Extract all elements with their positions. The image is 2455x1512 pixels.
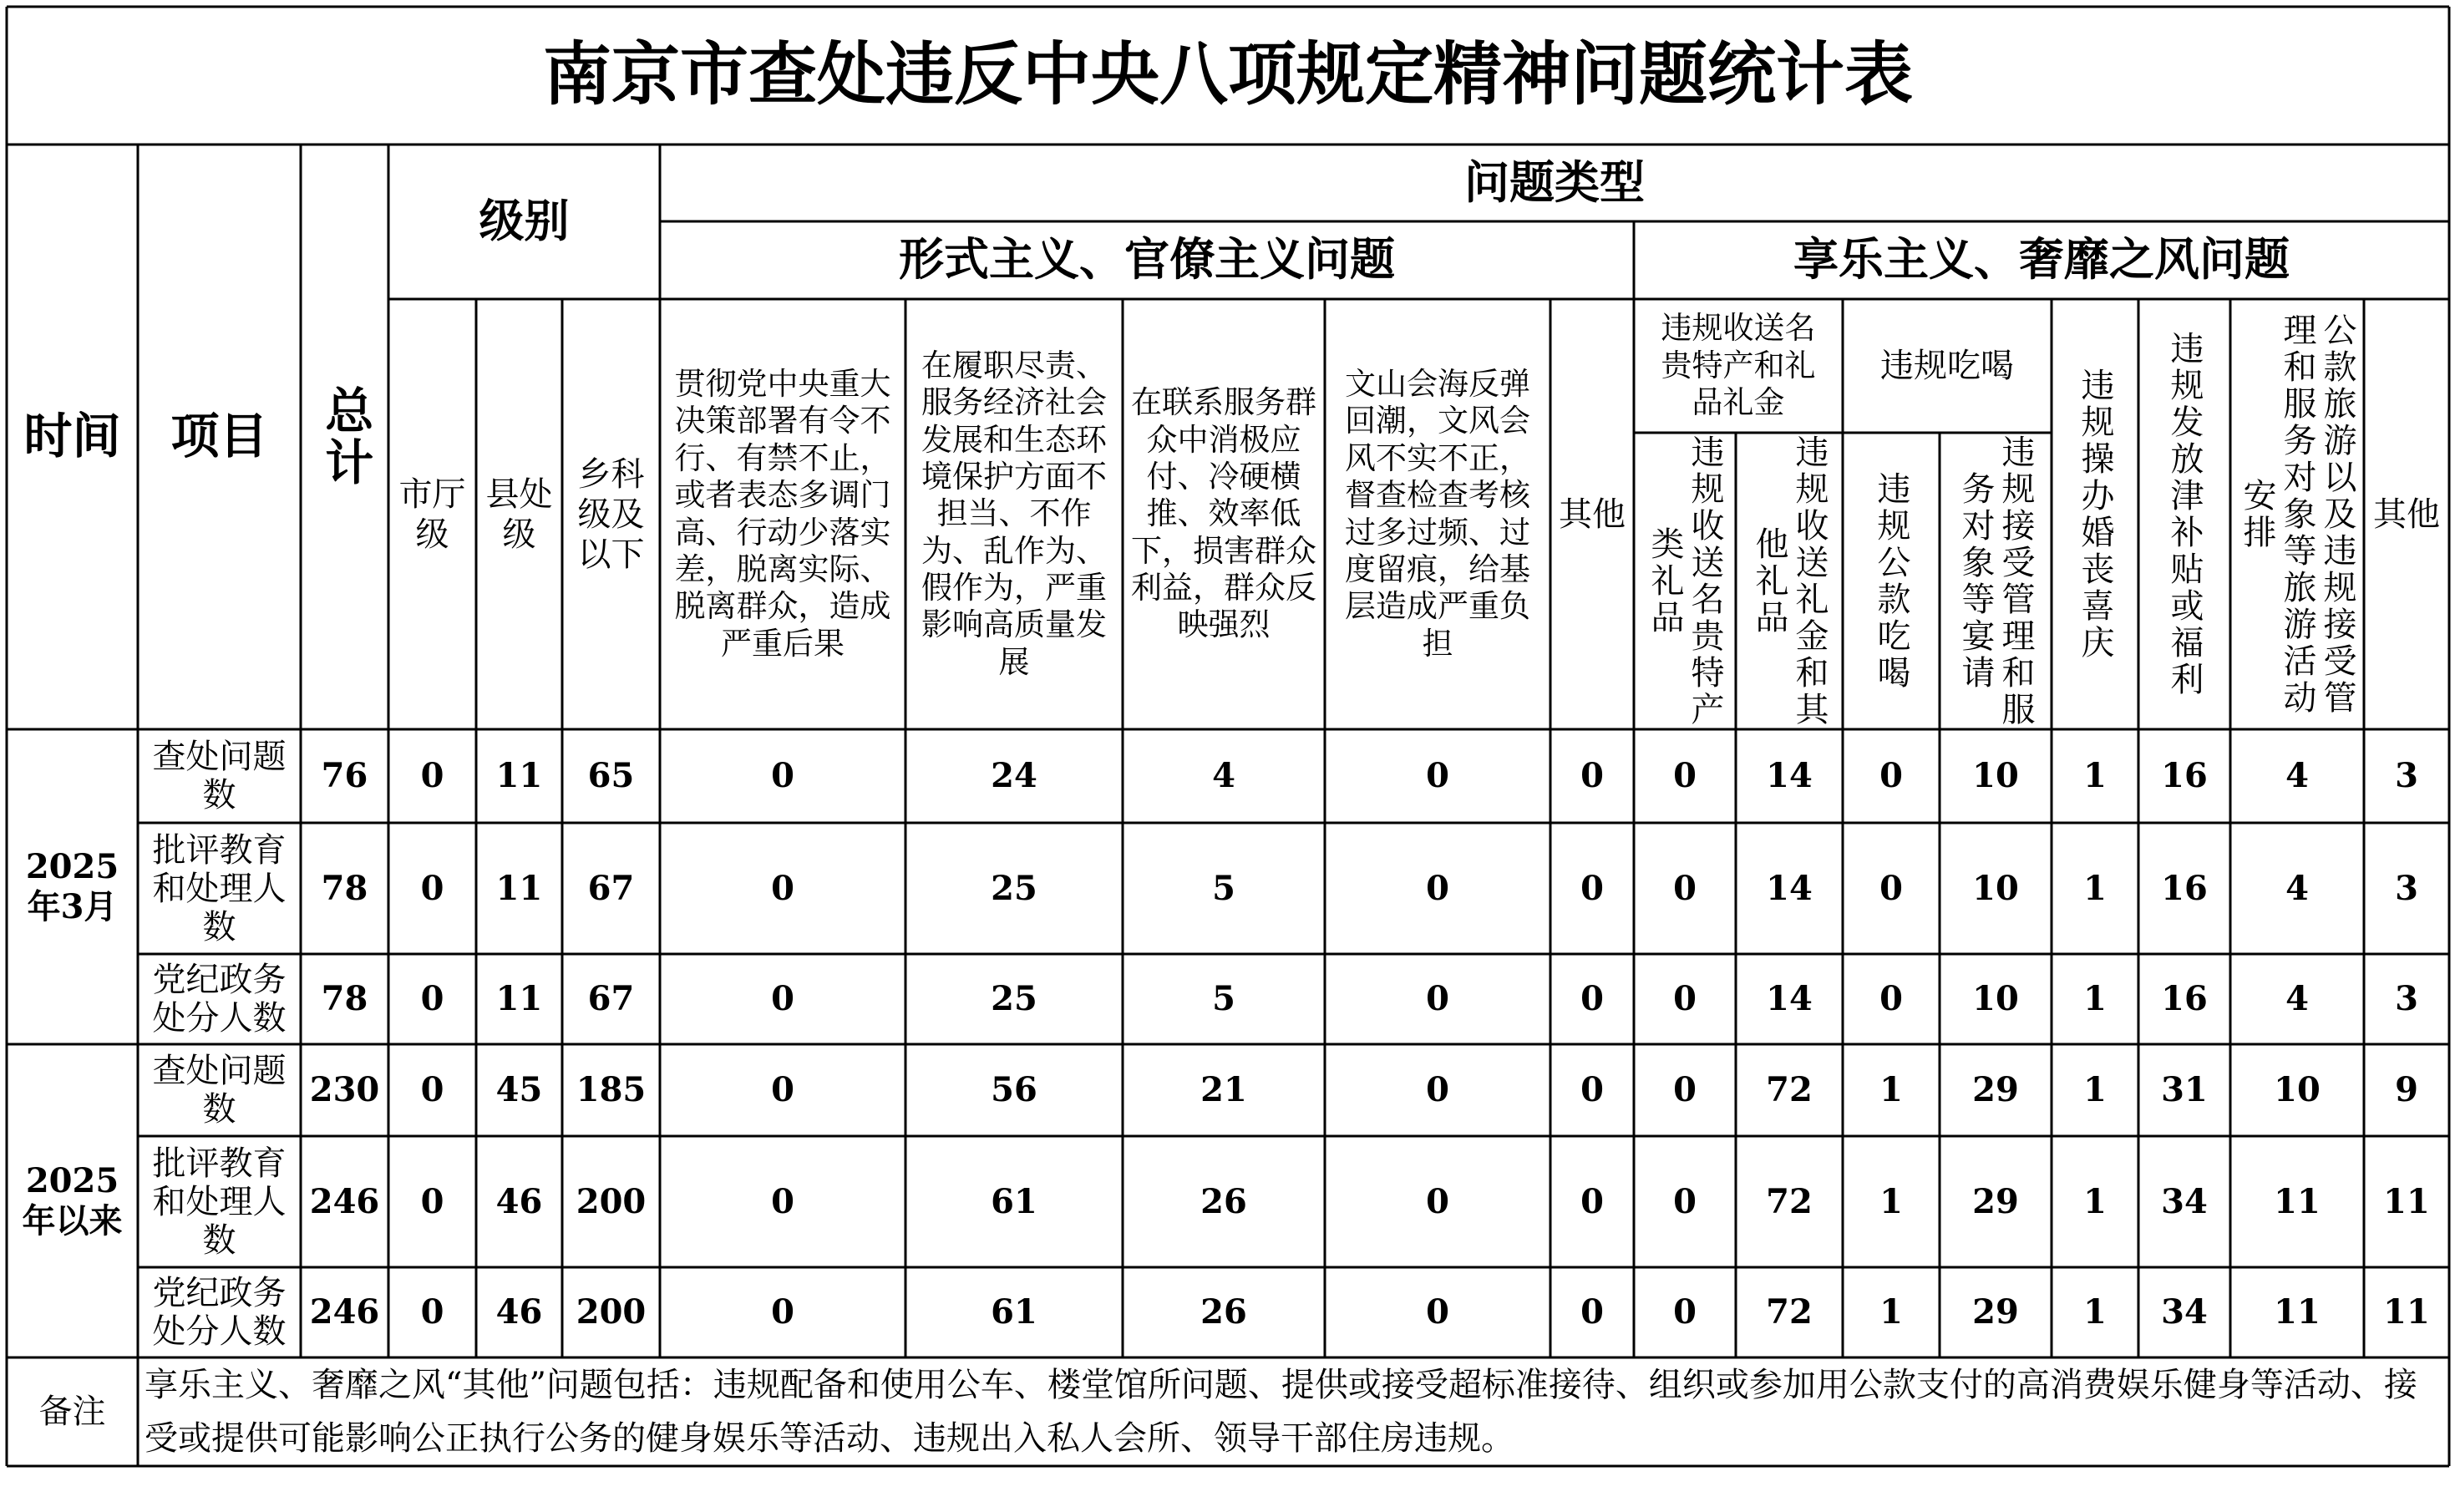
table-cell: 0 xyxy=(1673,1070,1697,1109)
table-cell: 0 xyxy=(1673,1181,1697,1221)
header-problem-type: 问题类型 xyxy=(1464,155,1645,209)
table-cell: 72 xyxy=(1766,1181,1813,1221)
table-cell: 0 xyxy=(1673,756,1697,795)
table-cell: 1 xyxy=(2083,756,2107,795)
table-cell: 1 xyxy=(1879,1181,1903,1221)
header-dine-banquet: 违规接受管理和服务对象等宴请 xyxy=(1956,434,2035,728)
table-cell: 0 xyxy=(1879,756,1903,795)
table-cell: 65 xyxy=(587,756,635,795)
table-cell: 11 xyxy=(495,979,543,1018)
table-cell: 0 xyxy=(1879,868,1903,908)
table-cell: 200 xyxy=(576,1292,647,1332)
table-cell: 26 xyxy=(1200,1181,1247,1221)
table-cell: 67 xyxy=(587,979,635,1018)
table-cell: 31 xyxy=(2161,1070,2208,1109)
table-cell: 10 xyxy=(1972,756,2019,795)
table-cell: 10 xyxy=(1972,868,2019,908)
table-cell: 0 xyxy=(1426,1181,1449,1221)
table-cell: 185 xyxy=(576,1070,647,1109)
table-cell: 1 xyxy=(2083,1070,2107,1109)
table-cell: 3 xyxy=(2395,979,2418,1018)
header-travel: 公款旅游以及违规接受管理和服务对象等旅游活动安排 xyxy=(2238,312,2356,717)
table-cell: 16 xyxy=(2161,756,2208,795)
header-formalism: 形式主义、官僚主义问题 xyxy=(899,233,1395,287)
row-item-label: 查处问题数 xyxy=(152,738,287,814)
header-formalism-decision: 贯彻党中央重大决策部署有令不行、有禁不止，或者表态多调门高、行动少落实差，脱离实际、脱离群众，造成严重后果 xyxy=(674,365,891,662)
table-cell: 45 xyxy=(495,1070,543,1109)
table-cell: 24 xyxy=(991,756,1037,795)
table-cell: 29 xyxy=(1972,1070,2019,1109)
table-cell: 200 xyxy=(576,1181,647,1221)
table-cell: 14 xyxy=(1766,979,1813,1018)
header-gift-money: 违规收送礼金和其他礼品 xyxy=(1750,434,1829,728)
note-text: 享乐主义、奢靡之风“其他”问题包括：违规配备和使用公车、楼堂馆所问题、提供或接受超标准接待、组织或参加用公款支付的高消费娱乐健身等活动、接受或提供可能影响公正执行公务的健身娱乐等活动、违规出入私人会所、领导干部住房违规。 xyxy=(145,1366,2417,1458)
table-cell: 0 xyxy=(771,1181,794,1221)
header-formalism-other: 其他 xyxy=(1559,495,1626,534)
table-cell: 11 xyxy=(2274,1292,2321,1332)
table-cell: 61 xyxy=(991,1181,1037,1221)
table-title: 南京市查处违反中央八项规定精神问题统计表 xyxy=(542,35,1913,115)
table-cell: 46 xyxy=(495,1181,543,1221)
table-cell: 0 xyxy=(1580,1181,1604,1221)
table-cell: 0 xyxy=(1580,1292,1604,1332)
table-cell: 0 xyxy=(1426,868,1449,908)
table-cell: 11 xyxy=(2383,1292,2430,1332)
table-cell: 16 xyxy=(2161,979,2208,1018)
table-cell: 10 xyxy=(1972,979,2019,1018)
note-label: 备注 xyxy=(38,1393,106,1431)
table-cell: 14 xyxy=(1766,756,1813,795)
table-cell: 10 xyxy=(2274,1070,2321,1109)
table-cell: 1 xyxy=(2083,1292,2107,1332)
table-cell: 4 xyxy=(2285,979,2309,1018)
table-cell: 11 xyxy=(2383,1181,2430,1221)
table-cell: 0 xyxy=(1673,868,1697,908)
table-cell: 25 xyxy=(991,868,1037,908)
table-cell: 0 xyxy=(771,756,794,795)
table-cell: 0 xyxy=(420,979,444,1018)
table-cell: 72 xyxy=(1766,1292,1813,1332)
table-cell: 0 xyxy=(771,1292,794,1332)
table-cell: 0 xyxy=(1673,979,1697,1018)
period-label: 2025年3月 xyxy=(25,846,119,926)
table-cell: 0 xyxy=(1879,979,1903,1018)
row-item-label: 党纪政务处分人数 xyxy=(152,961,287,1038)
table-cell: 0 xyxy=(1580,868,1604,908)
table-cell: 246 xyxy=(309,1181,380,1221)
table-cell: 56 xyxy=(991,1070,1037,1109)
table-cell: 1 xyxy=(2083,868,2107,908)
table-cell: 11 xyxy=(495,756,543,795)
header-level-township: 乡科级及以下 xyxy=(577,454,645,574)
header-dine-public: 违规公款吃喝 xyxy=(1872,470,1910,692)
header-formalism-meetings: 文山会海反弹回潮，文风会风不实不正，督查检查考核过多过频、过度留痕，给基层造成严重负担 xyxy=(1345,365,1530,662)
header-hedonism: 享乐主义、奢靡之风问题 xyxy=(1793,233,2290,287)
table-cell: 0 xyxy=(771,868,794,908)
header-time: 时间 xyxy=(23,408,121,465)
table-cell: 1 xyxy=(2083,1181,2107,1221)
table-cell: 0 xyxy=(420,868,444,908)
table-cell: 29 xyxy=(1972,1292,2019,1332)
table-cell: 72 xyxy=(1766,1070,1813,1109)
table-cell: 29 xyxy=(1972,1181,2019,1221)
table-cell: 0 xyxy=(420,756,444,795)
header-dine-group: 违规吃喝 xyxy=(1880,347,2014,385)
table-cell: 3 xyxy=(2395,756,2418,795)
table-cell: 0 xyxy=(1426,979,1449,1018)
table-cell: 14 xyxy=(1766,868,1813,908)
table-cell: 5 xyxy=(1212,868,1235,908)
table-cell: 78 xyxy=(321,979,368,1018)
period-label: 2025年以来 xyxy=(22,1160,123,1241)
table-cell: 4 xyxy=(2285,868,2309,908)
header-formalism-service: 在联系服务群众中消极应付、冷硬横推、效率低下，损害群众利益，群众反映强烈 xyxy=(1131,384,1316,643)
table-cell: 0 xyxy=(1580,756,1604,795)
table-cell: 16 xyxy=(2161,868,2208,908)
table-cell: 246 xyxy=(309,1292,380,1332)
table-cell: 34 xyxy=(2161,1181,2208,1221)
table-cell: 9 xyxy=(2395,1070,2418,1109)
table-cell: 1 xyxy=(1879,1292,1903,1332)
row-item-label: 批评教育和处理人数 xyxy=(152,830,287,946)
table-cell: 0 xyxy=(771,979,794,1018)
table-cell: 0 xyxy=(1580,1070,1604,1109)
table-cell: 4 xyxy=(2285,756,2309,795)
header-subsidy: 违规发放津补贴或福利 xyxy=(2165,330,2204,698)
table-cell: 11 xyxy=(2274,1181,2321,1221)
table-cell: 0 xyxy=(420,1181,444,1221)
table-cell: 0 xyxy=(1426,1292,1449,1332)
table-cell: 21 xyxy=(1200,1070,1247,1109)
header-level: 级别 xyxy=(479,195,570,248)
header-level-city: 市厅级 xyxy=(398,474,466,554)
header-level-county: 县处级 xyxy=(485,474,553,554)
row-item-label: 批评教育和处理人数 xyxy=(152,1144,287,1260)
header-formalism-duty: 在履职尽责、服务经济社会发展和生态环境保护方面不担当、不作为、乱作为、假作为，严重影响高质量发展 xyxy=(921,347,1107,680)
header-gift-group: 违规收送名贵特产和礼品礼金 xyxy=(1661,310,1816,421)
header-total: 总计 xyxy=(317,385,374,489)
table-cell: 78 xyxy=(321,868,368,908)
row-item-label: 党纪政务处分人数 xyxy=(152,1274,287,1351)
header-hedonism-other: 其他 xyxy=(2373,495,2440,534)
table-cell: 0 xyxy=(420,1070,444,1109)
table-cell: 0 xyxy=(1580,979,1604,1018)
header-gift-specialty: 违规收送名贵特产类礼品 xyxy=(1646,434,1724,728)
table-cell: 0 xyxy=(771,1070,794,1109)
table-cell: 0 xyxy=(1673,1292,1697,1332)
table-cell: 46 xyxy=(495,1292,543,1332)
table-cell: 76 xyxy=(321,756,368,795)
table-cell: 5 xyxy=(1212,979,1235,1018)
header-wedding: 违规操办婚丧喜庆 xyxy=(2076,367,2114,662)
header-item: 项目 xyxy=(170,408,268,465)
table-cell: 230 xyxy=(309,1070,380,1109)
table-cell: 26 xyxy=(1200,1292,1247,1332)
table-cell: 25 xyxy=(991,979,1037,1018)
row-item-label: 查处问题数 xyxy=(152,1052,287,1129)
table-cell: 11 xyxy=(495,868,543,908)
table-cell: 3 xyxy=(2395,868,2418,908)
table-cell: 1 xyxy=(1879,1070,1903,1109)
table-cell: 4 xyxy=(1212,756,1235,795)
table-cell: 0 xyxy=(1426,1070,1449,1109)
table-cell: 0 xyxy=(420,1292,444,1332)
table-cell: 61 xyxy=(991,1292,1037,1332)
table-cell: 34 xyxy=(2161,1292,2208,1332)
table-cell: 67 xyxy=(587,868,635,908)
table-cell: 1 xyxy=(2083,979,2107,1018)
table-cell: 0 xyxy=(1426,756,1449,795)
